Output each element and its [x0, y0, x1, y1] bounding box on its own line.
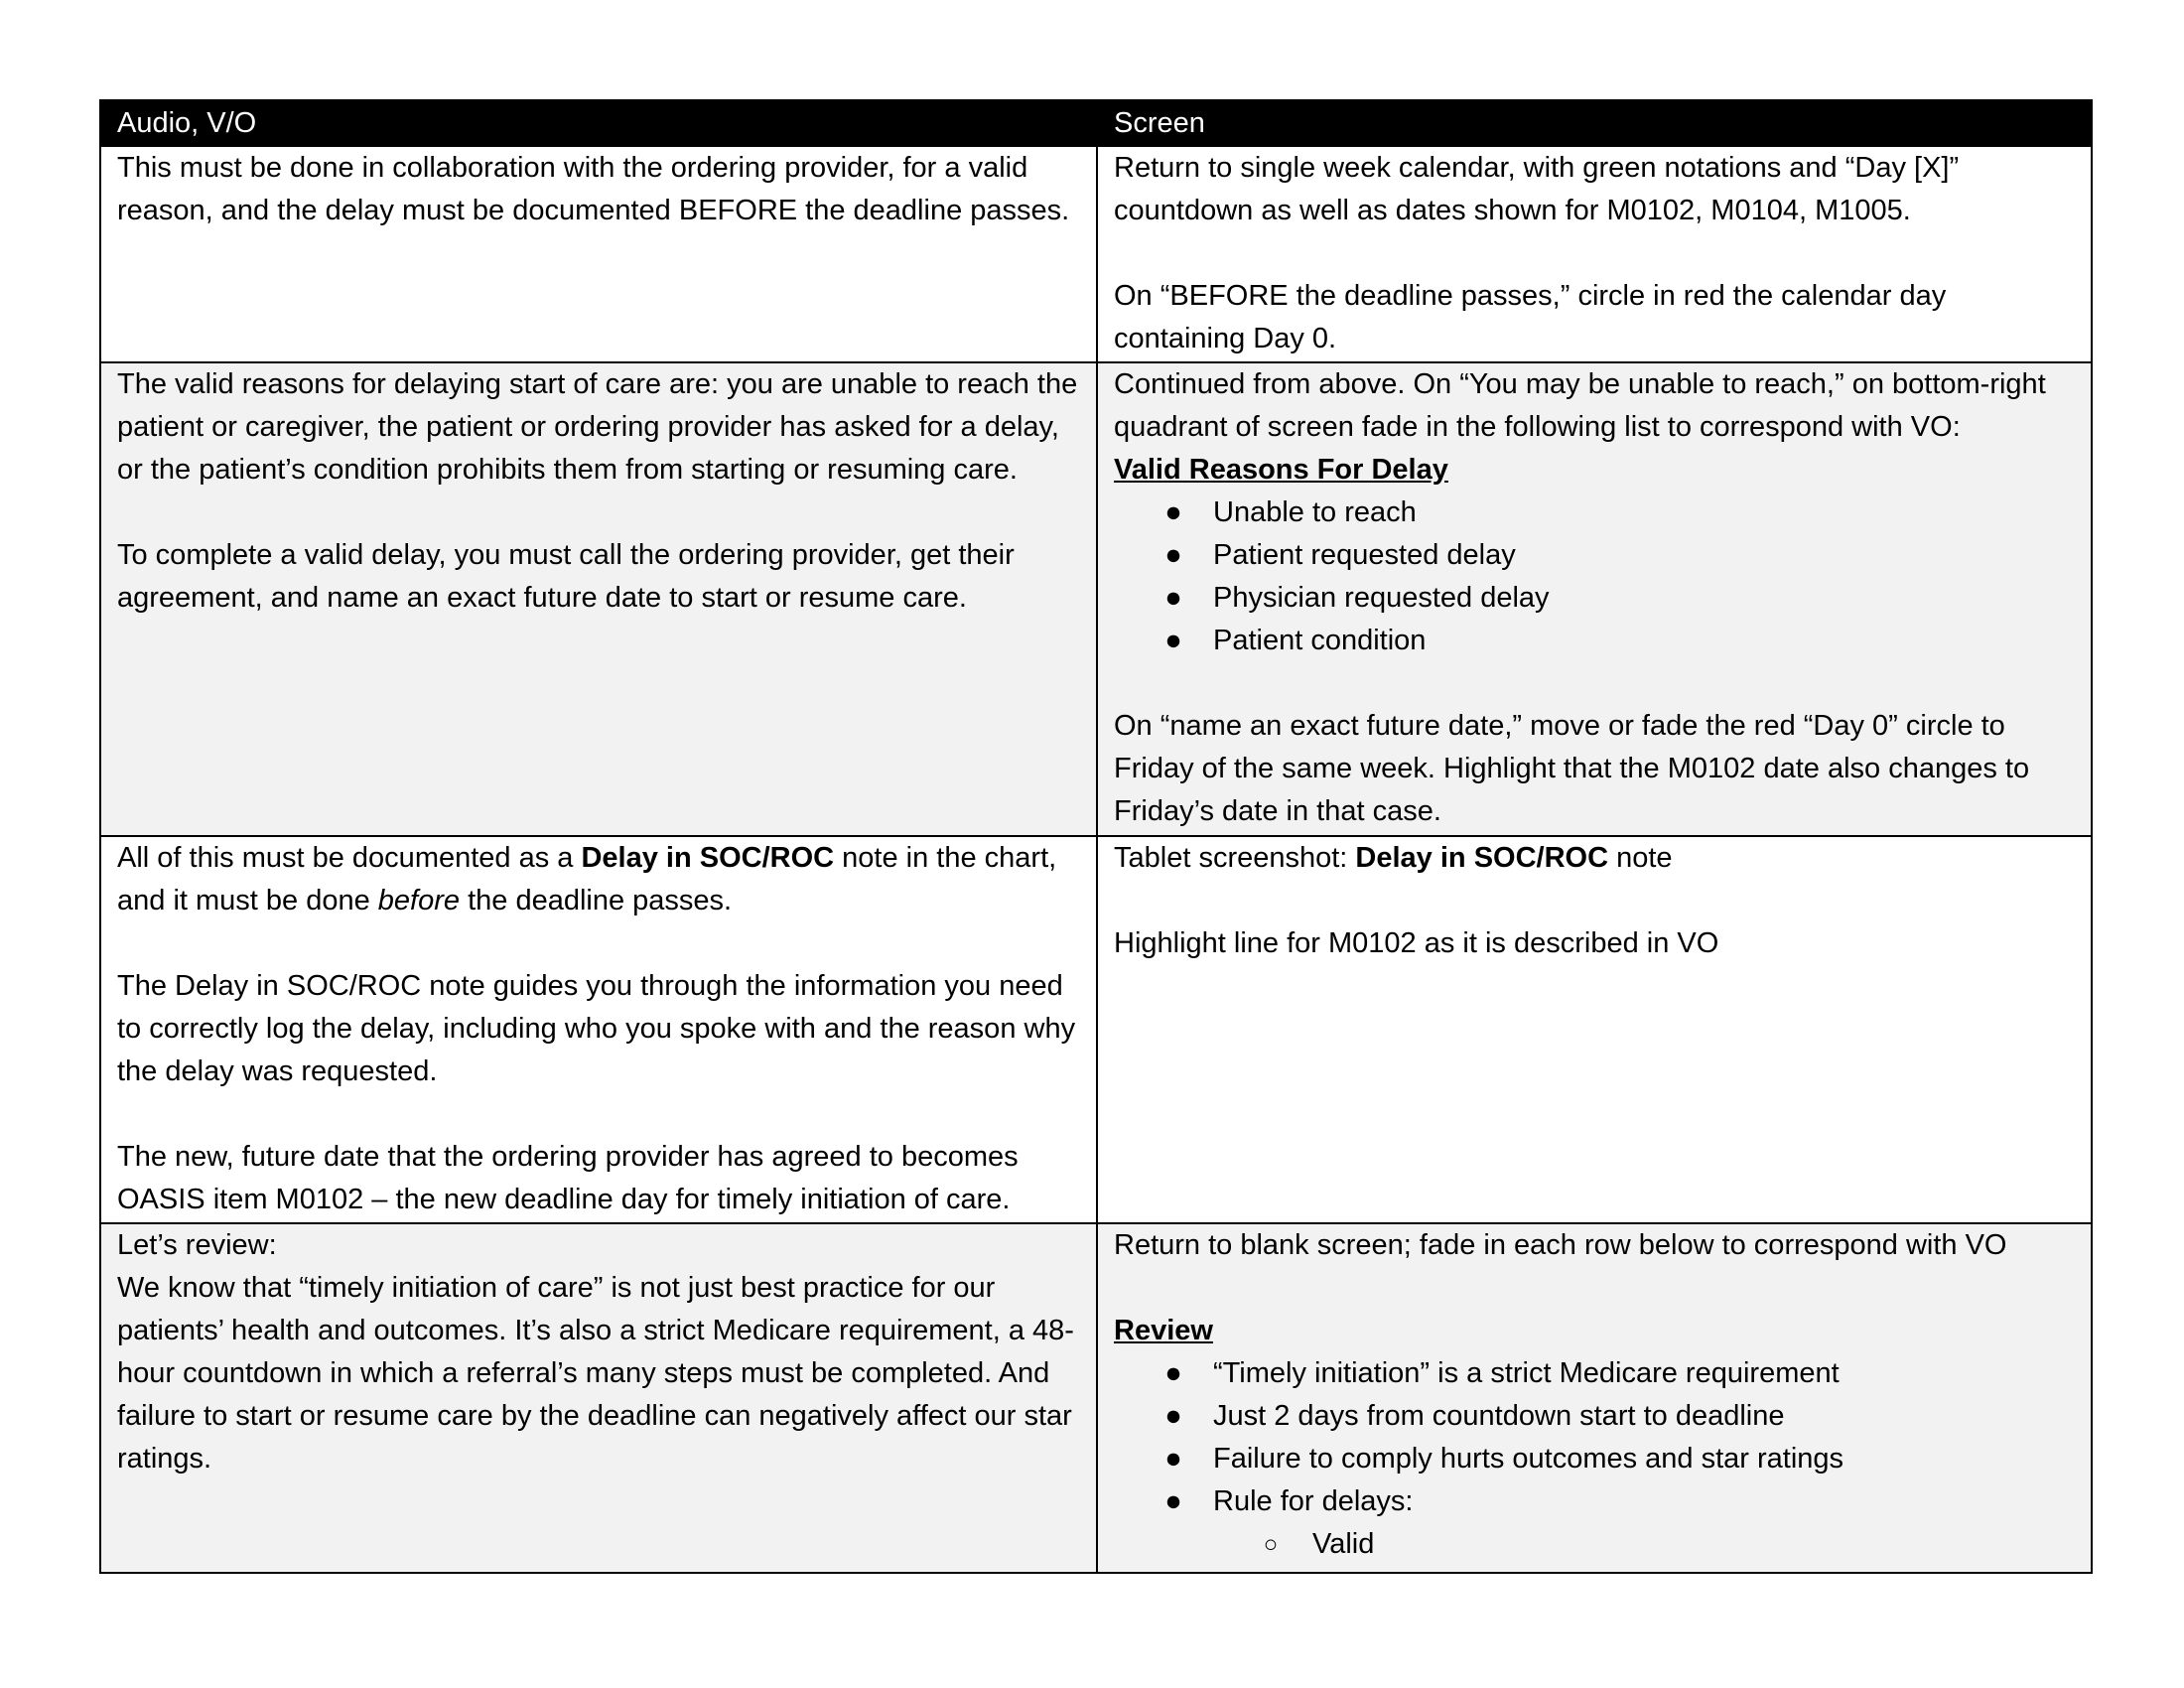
table-row: [100, 836, 2092, 1223]
bullet-icon: ●: [1164, 582, 1182, 614]
audio-cell: [100, 362, 1097, 836]
bullet-icon: ●: [1164, 539, 1182, 571]
list-item: ● Rule for delays:: [1114, 1480, 2075, 1523]
list-heading: Valid Reasons For Delay: [1114, 454, 1448, 486]
list-item: ● Physician requested delay: [1114, 577, 2075, 620]
list-item: ● Failure to comply hurts outcomes and star ratings: [1114, 1438, 2075, 1480]
sub-bullet-list: [1114, 1523, 2075, 1566]
list-item: ● Patient requested delay: [1114, 534, 2075, 577]
table-row: [100, 1223, 2092, 1573]
list-item: ● “Timely initiation” is a strict Medicare requirement: [1114, 1352, 2075, 1395]
note-name: Delay in SOC/ROC: [1355, 842, 1609, 874]
bullet-list: [1114, 492, 2075, 662]
bullet-list: [1114, 1352, 2075, 1523]
note-name: Delay in SOC/ROC: [581, 842, 835, 874]
bullet-icon: ●: [1164, 1485, 1182, 1517]
hollow-bullet-icon: ○: [1263, 1531, 1279, 1558]
audio-text: The Delay in SOC/ROC note guides you through the information you need to correctly log the delay, including who you spoke with and the reason why the delay was requested.: [117, 970, 1076, 1087]
screen-cell: [1097, 146, 2092, 362]
bullet-icon: ●: [1164, 1443, 1182, 1475]
audio-text: The new, future date that the ordering provider has agreed to becomes OASIS item M0102 – the new deadline day for timely initiation of care.: [117, 1141, 1019, 1215]
list-item: ● Just 2 days from countdown start to deadline: [1114, 1395, 2075, 1438]
bullet-icon: ●: [1164, 625, 1182, 656]
audio-cell: [100, 1223, 1097, 1573]
list-item: ● Patient condition: [1114, 620, 2075, 662]
screen-text: Tablet screenshot: Delay in SOC/ROC note: [1114, 842, 1673, 874]
list-heading: Review: [1114, 1315, 1213, 1346]
header-screen: Screen: [1097, 100, 2092, 146]
audio-cell: [100, 146, 1097, 362]
audio-text: This must be done in collaboration with the ordering provider, for a valid reason, and the delay must be documented BEFORE the deadline passes.: [117, 152, 1070, 226]
screen-text: On “name an exact future date,” move or fade the red “Day 0” circle to Friday of the same week. Highlight that the M0102 date also changes to Friday’s date in that case.: [1114, 710, 2030, 827]
script-table: [99, 99, 2093, 1574]
bullet-icon: ●: [1164, 496, 1182, 528]
screen-cell: [1097, 362, 2092, 836]
audio-text: The valid reasons for delaying start of care are: you are unable to reach the patient or caregiver, the patient or ordering provider has asked for a delay, or the patient’s condition prohibits them from starting or resuming care.: [117, 368, 1078, 486]
table-row: [100, 146, 2092, 362]
audio-text: To complete a valid delay, you must call the ordering provider, get their agreement, and name an exact future date to start or resume care.: [117, 539, 1015, 614]
screen-cell: [1097, 1223, 2092, 1573]
list-item: ● Unable to reach: [1114, 492, 2075, 534]
header-row: [100, 100, 2092, 146]
audio-text: All of this must be documented as a Delay in SOC/ROC note in the chart, and it must be done before the deadline passes.: [117, 842, 1057, 916]
screen-text: Return to blank screen; fade in each row below to correspond with VO: [1114, 1229, 2007, 1261]
screen-text: Continued from above. On “You may be unable to reach,” on bottom-right quadrant of screen fade in the following list to correspond with VO:: [1114, 368, 2046, 443]
screen-text: Return to single week calendar, with green notations and “Day [X]” countdown as well as dates shown for M0102, M0104, M1005.: [1114, 152, 1960, 226]
screen-cell: [1097, 836, 2092, 1223]
bullet-icon: ●: [1164, 1400, 1182, 1432]
audio-text: We know that “timely initiation of care” is not just best practice for our patients’ health and outcomes. It’s also a strict Medicare requirement, a 48-hour countdown in which a referral’s many steps must be completed. And failure to start or resume care by the deadline can negatively affect our star ratings.: [117, 1272, 1074, 1475]
screen-text: On “BEFORE the deadline passes,” circle in red the calendar day containing Day 0.: [1114, 280, 1947, 354]
audio-cell: [100, 836, 1097, 1223]
audio-text: Let’s review:: [117, 1229, 277, 1261]
list-item: ○ Valid: [1114, 1523, 2075, 1566]
bullet-icon: ●: [1164, 1357, 1182, 1389]
header-audio: Audio, V/O: [100, 100, 1097, 146]
screen-text: Highlight line for M0102 as it is described in VO: [1114, 927, 1719, 959]
table-row: [100, 362, 2092, 836]
